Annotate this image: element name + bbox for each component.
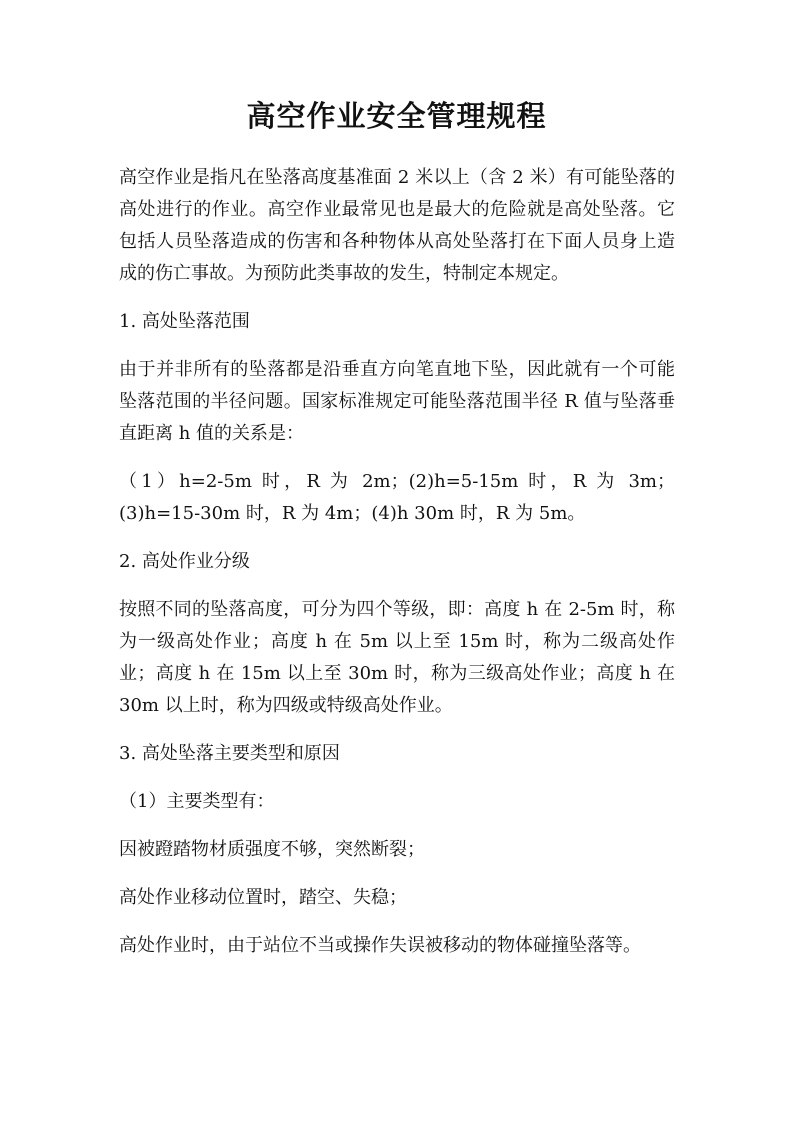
section-heading-3: 3. 高处坠落主要类型和原因 bbox=[119, 743, 340, 764]
section-heading-2: 2. 高处作业分级 bbox=[119, 551, 250, 572]
section-3-item-1: 因被蹬踏物材质强度不够，突然断裂； bbox=[119, 839, 425, 860]
section-heading-1: 1. 高处坠落范围 bbox=[119, 311, 250, 332]
section-3-item-3: 高处作业时，由于站位不当或操作失误被移动的物体碰撞坠落等。 bbox=[119, 935, 641, 956]
section-3-item-2: 高处作业移动位置时，踏空、失稳； bbox=[119, 887, 407, 908]
intro-paragraph: 高空作业是指凡在坠落高度基准面 2 米以上（含 2 米）有可能坠落的高处进行的作业。高空作业最常见也是最大的危险就是高处坠落。它包括人员坠落造成的伤害和各种物体从高处坠落打在下面人员身上造成的伤亡事故。为预防此类事故的发生，特制定本规定。 bbox=[119, 167, 675, 284]
section-2-paragraph: 按照不同的坠落高度，可分为四个等级，即：高度 h 在 2-5m 时，称为一级高处作业；高度 h 在 5m 以上至 15m 时，称为二级高处作业；高度 h 在 15m 以上至 30m 时，称为三级高处作业；高度 h 在 30m 以上时，称为四级或特级高处作业。 bbox=[119, 599, 675, 716]
document-title: 高空作业安全管理规程 bbox=[246, 99, 547, 133]
section-1-radius-list: （1）h=2-5m 时，R 为 2m；(2)h=5-15m 时，R 为 3m；(3)h=15-30m 时，R 为 4m；(4)h 30m 时，R 为 5m。 bbox=[119, 471, 675, 524]
section-3-subheading: （1）主要类型有： bbox=[119, 791, 275, 812]
document-body bbox=[119, 162, 675, 978]
section-1-paragraph: 由于并非所有的坠落都是沿垂直方向笔直地下坠，因此就有一个可能坠落范围的半径问题。国家标准规定可能坠落范围半径 R 值与坠落垂直距离 h 值的关系是： bbox=[119, 359, 675, 444]
